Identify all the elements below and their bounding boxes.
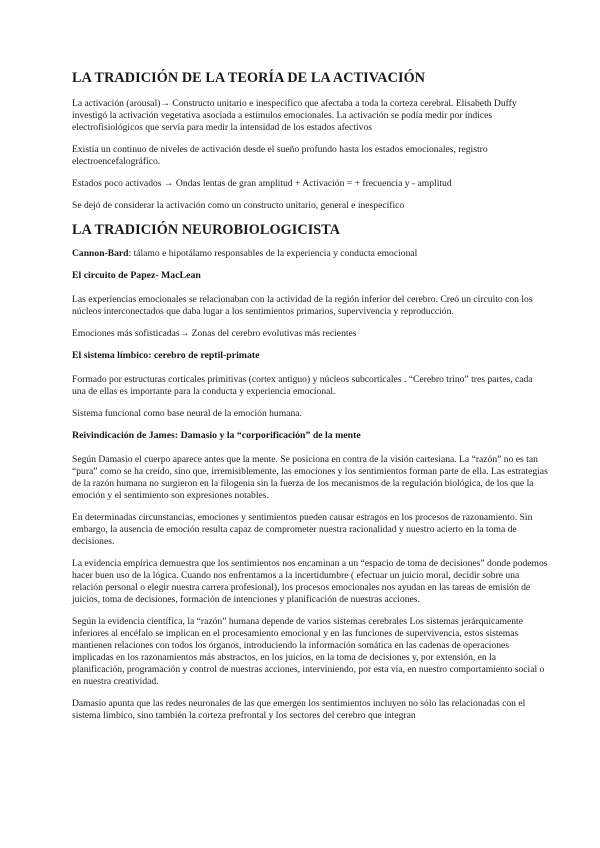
paragraph-damasio-4: Según la evidencia científica, la “razón” humana depende de varios sistemas cerebrales Los sistemas jerárquicamente inferiores al encéfalo se implican en el procesamiento emocional y en las funciones de supervivencia, estos sistemas mantienen relaciones con todos los órganos, introduciendo la información somática en las cadenas de operaciones implicadas en los razonamientos más abstractos, en los juicios, en la toma de decisiones y, por extensión, en la planificación, programación y control de nuestras acciones, interviniendo, por esta vía, en nuestro comportamiento social o en nuestra creatividad.	[72, 616, 545, 687]
paragraph-damasio-2: En determinadas circunstancias, emociones y sentimientos pueden causar estragos en los procesos de razonamiento. Sin embargo, la ausencia de emoción resulta capaz de comprometer nuestra racionalidad y nuestro acierto en la toma de decisiones.	[72, 512, 533, 547]
document-page	[72, 70, 548, 732]
paragraph-damasio-5: Damasio apunta que las redes neuronales de las que emergen los sentimientos incluyen no sólo las relacionadas con el sistema límbico, sino también la corteza prefrontal y los sectores del cerebro que integran	[72, 698, 526, 721]
paragraph-damasio-3: La evidencia empírica demuestra que los sentimientos nos encaminan a un “espacio de toma de decisiones” donde podemos hacer buen uso de la lógica. Cuando nos enfrentamos a la incertidumbre ( efectuar un juicio moral, decidir sobre una relación personal o elegir nuestra carrera profesional), los procesos emocionales nos ayudan en las tareas de emisión de juicios, toma de decisiones, formación de intenciones y planificación de nuestras acciones.	[72, 558, 548, 605]
cannon-bard-text: : tálamo e hipotálamo responsables de la experiencia y conducta emocional	[128, 248, 418, 259]
paragraph-activation-continuum: Existía un continuo de niveles de activación desde el sueño profundo hasta los estados emocionales, registro electroencefalográfico.	[72, 144, 488, 167]
paragraph-limbic-2: Sistema funcional como base neural de la emoción humana.	[72, 408, 302, 419]
paragraph-papez-2: Emociones más sofisticadas→ Zonas del cerebro evolutivas más recientes	[72, 328, 357, 339]
subheading-james-damasio: Reivindicación de James: Damasio y la “corporificación” de la mente	[72, 430, 361, 441]
paragraph-arousal: La activación (arousal)→ Constructo unitario e inespecífico que afectaba a toda la corteza cerebral. Elisabeth Duffy investigó la activación vegetativa asociada a estímulos emocionales. La activación se podía medir por índices electrofisiológicos que servía para medir la intensidad de los estados afectivos	[72, 98, 517, 133]
section-title-activation: LA TRADICIÓN DE LA TEORÍA DE LA ACTIVACIÓN	[72, 70, 426, 86]
paragraph-activation-states: Estados poco activados → Ondas lentas de gran amplitud + Activación = + frecuencia y - amplitud	[72, 178, 452, 189]
paragraph-papez-1: Las experiencias emocionales se relacionaban con la actividad de la región inferior del cerebro. Creó un circuito con los núcleos interconectados que daba lugar a los sentimientos primarios, supervivencia y reproducción.	[72, 294, 533, 317]
paragraph-damasio-1: Según Damasio el cuerpo aparece antes que la mente. Se posiciona en contra de la visión cartesiana. La “razón” no es tan “pura” como se ha creído, sino que, irremisiblemente, las emociones y los sentimientos forman parte de ella. Las estrategias de la razón humana no surgieron en la filogenia sin la fuerza de los mecanismos de la regulación biológica, de los que la emoción y el sentimiento son expresiones notables.	[72, 454, 548, 501]
paragraph-activation-conclusion: Se dejó de considerar la activación como un constructo unitario, general e inespecífico	[72, 200, 405, 211]
section-title-neurobiological: LA TRADICIÓN NEUROBIOLOGICISTA	[72, 222, 341, 238]
paragraph-limbic-1: Formado por estructuras corticales primitivas (cortex antiguo) y núcleos subcorticales . “Cerebro trino” tres partes, cada una de ellas es importante para la conducta y experiencia emocional.	[72, 374, 533, 397]
subheading-papez-circuit: El circuito de Papez- MacLean	[72, 270, 201, 281]
cannon-bard-lead: Cannon-Bard	[72, 248, 129, 259]
paragraph-cannon-bard	[72, 248, 548, 260]
subheading-limbic-system: El sistema límbico: cerebro de reptil-primate	[72, 350, 260, 361]
